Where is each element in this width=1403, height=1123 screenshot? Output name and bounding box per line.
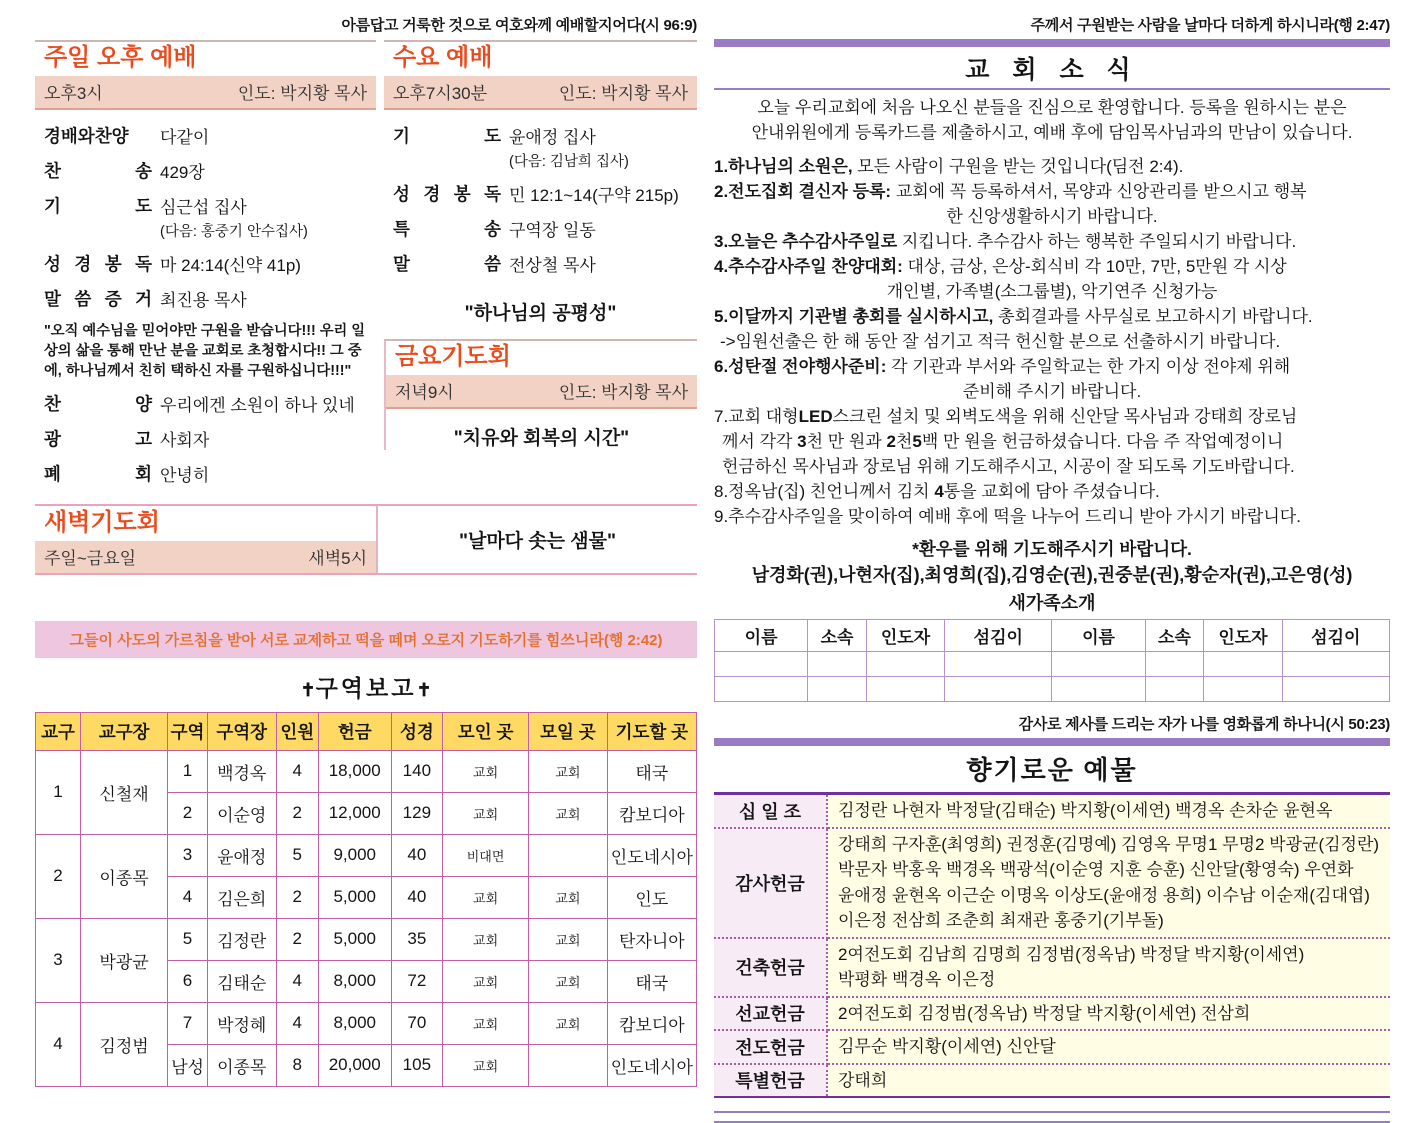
friday-prayer-title: 금요기도회 — [395, 342, 511, 370]
district-report-cell: 인도 — [607, 876, 696, 918]
service-order-value-main: 마 24:14(신약 41p) — [160, 255, 301, 275]
district-report-cell: 인도네시아 — [607, 834, 696, 876]
district-number-cell: 1 — [36, 750, 81, 834]
new-family-cell — [808, 652, 867, 677]
district-report-cell: 캄보디아 — [607, 792, 696, 834]
district-leader-cell: 신철재 — [80, 750, 167, 834]
friday-prayer-section — [384, 339, 697, 450]
sermon-invitation-quote: "오직 예수님을 믿어야만 구원을 받습니다!!! 우리 일상의 삶을 통해 만난 분을 교회로 초청합시다!! 그 중에, 하나님께서 친히 택하신 자를 구원하십니다!!!" — [44, 322, 366, 379]
service-order-value-sub: (다음: 김남희 집사) — [509, 153, 629, 170]
district-leader-cell: 김정범 — [80, 1002, 167, 1086]
offering-names-line: 강태희 구자훈(최영희) 권정훈(김명예) 김영옥 무명1 무명2 박광균(김정란) — [838, 834, 1380, 854]
news-line-segment: 7.교회 대형 — [714, 407, 799, 426]
district-report-cell: 40 — [391, 834, 443, 876]
friday-prayer-leader: 인도: 박지황 목사 — [558, 382, 688, 402]
offering-names-line: 이은정 전삼희 조춘희 최재관 홍중기(기부돌) — [838, 911, 1164, 930]
district-report-cell: 교회 — [529, 1002, 608, 1044]
news-line-segment: 총회결과를 사무실로 보고하시기 바랍니다. — [993, 307, 1313, 326]
news-line — [714, 429, 1390, 454]
service-order-row — [44, 391, 376, 416]
district-report-cell: 캄보디아 — [607, 1002, 696, 1044]
news-line-segment: 9.추수감사주일을 맞이하여 예배 후에 떡을 나누어 드리니 받아 가시기 바랍니다. — [714, 507, 1301, 526]
news-line — [714, 504, 1390, 529]
new-family-row — [715, 677, 1390, 702]
wednesday-service-time-row — [384, 76, 697, 110]
wednesday-sermon-message: "하나님의 공평성" — [464, 302, 617, 324]
service-order-value-main: 안녕히 — [160, 465, 210, 485]
district-report-cell: 남성 — [168, 1044, 208, 1086]
new-family-cell — [866, 677, 944, 702]
service-order-row — [393, 251, 697, 276]
sunday-service-time-row — [35, 76, 376, 110]
new-family-header-cell: 이름 — [715, 620, 808, 652]
district-report-cell: 김정란 — [207, 918, 276, 960]
service-order-value-main: 윤애정 집사 — [509, 127, 596, 147]
district-report-cell: 교회 — [529, 918, 608, 960]
service-order-value — [501, 251, 596, 276]
scripture-banner: 그들이 사도의 가르침을 받아 서로 교제하고 떡을 떼며 오로지 기도하기를 힘쓰니라(행 2:42) — [35, 621, 697, 658]
offering-names-cell — [827, 1064, 1390, 1098]
scripture-verse-top-right: 주께서 구원받는 사람을 날마다 더하게 하시니라(행 2:47) — [1030, 17, 1390, 34]
district-report-header-cell: 인원 — [276, 712, 318, 750]
new-family-header-cell: 인도자 — [1204, 620, 1282, 652]
district-leader-cell: 이종목 — [80, 834, 167, 918]
scripture-verse-offerings: 감사로 제사를 드리는 자가 나를 영화롭게 하나니(시 50:23) — [1018, 716, 1390, 733]
friday-prayer-message: "치유와 회복의 시간" — [453, 427, 630, 449]
new-family-cell — [715, 677, 808, 702]
service-order-row — [44, 461, 376, 486]
offering-row — [714, 997, 1390, 1031]
prayer-request-names: 남경화(권),나현자(집),최영희(집),김영순(권),권중분(권),황순자(권),고은영(성) — [751, 565, 1353, 585]
district-report-cell: 탄자니아 — [607, 918, 696, 960]
district-report-cell: 70 — [391, 1002, 443, 1044]
offering-row — [714, 1030, 1390, 1064]
footer-double-rule — [714, 1111, 1390, 1123]
district-report-cell: 이종목 — [207, 1044, 276, 1086]
dawn-prayer-section — [35, 504, 697, 575]
district-report-header-cell: 교구 — [36, 712, 81, 750]
district-report-cell: 비대면 — [443, 834, 529, 876]
offering-names-line: 박문자 박홍욱 백경옥 백광석(이순영 지훈 승훈) 신안달(황영숙) 우연화 — [838, 860, 1354, 879]
dawn-prayer-time: 새벽5시 — [308, 548, 367, 568]
district-report-cell: 김태순 — [207, 960, 276, 1002]
news-line-segment: 대상, 금상, 은상-회식비 각 10만, 7만, 5만원 각 시상 — [902, 257, 1287, 276]
district-report-cell: 9,000 — [318, 834, 391, 876]
district-number-cell: 3 — [36, 918, 81, 1002]
midweek-services-column — [384, 40, 697, 460]
district-report-cell: 2 — [276, 792, 318, 834]
news-line-segment: 2 — [886, 432, 896, 451]
news-line-segment: 한 신앙생활하시기 바랍니다. — [946, 207, 1158, 226]
service-order-value-main: 우리에겐 소원이 하나 있네 — [160, 395, 355, 415]
offering-names-cell — [827, 1030, 1390, 1064]
district-report-header-row — [36, 712, 697, 750]
dawn-prayer-left — [35, 506, 376, 573]
news-line-segment: 4 — [934, 482, 944, 501]
district-report-header-cell: 헌금 — [318, 712, 391, 750]
prayer-request-heading: *환우를 위해 기도해주시기 바랍니다. — [912, 539, 1192, 559]
district-report-cell: 129 — [391, 792, 443, 834]
service-order-row — [44, 251, 376, 276]
news-line — [714, 304, 1390, 329]
new-family-cell — [1145, 652, 1204, 677]
district-report-cell: 이순영 — [207, 792, 276, 834]
service-order-row — [44, 193, 376, 241]
wednesday-service-title: 수요 예배 — [384, 40, 697, 76]
service-order-label: 기 도 — [44, 195, 152, 216]
news-line-segment: 준비해 주시기 바랍니다. — [962, 382, 1142, 401]
news-line — [714, 354, 1390, 379]
church-news-intro — [714, 95, 1390, 145]
news-line — [714, 154, 1390, 179]
offering-names-line: 박평화 백경옥 이은정 — [838, 970, 996, 989]
offering-row — [714, 1064, 1390, 1098]
district-report-cell: 20,000 — [318, 1044, 391, 1086]
district-report-cell: 5 — [276, 834, 318, 876]
wednesday-service-time: 오후7시30분 — [393, 83, 488, 103]
district-report-cell: 2 — [168, 792, 208, 834]
offering-row — [714, 828, 1390, 938]
district-report-cell — [529, 1044, 608, 1086]
district-report-cell — [529, 834, 608, 876]
service-order-value-main: 사회자 — [160, 430, 210, 450]
district-report-cell: 5,000 — [318, 876, 391, 918]
left-page — [35, 14, 697, 1087]
dawn-prayer-time-row — [35, 541, 376, 573]
service-order-label: 찬 송 — [44, 160, 152, 181]
district-leader-cell: 박광균 — [80, 918, 167, 1002]
news-line-segment: 3.오늘은 추수감사주일로 — [714, 232, 898, 251]
news-line-segment: 스크린 설치 및 외벽도색을 위해 신안달 목사님과 강태희 장로님 — [832, 407, 1298, 426]
district-report-cell: 교회 — [443, 792, 529, 834]
offering-names-line: 2여전도회 김남희 김명희 김정범(정옥남) 박정달 박지황(이세연) — [838, 944, 1305, 964]
service-order-value-main: 429장 — [160, 162, 205, 182]
news-line — [714, 329, 1390, 354]
service-order-value-main: 구역장 일동 — [509, 220, 596, 240]
right-page — [714, 14, 1390, 1123]
district-report-cell: 8 — [276, 1044, 318, 1086]
district-report-cell: 4 — [276, 750, 318, 792]
news-line — [714, 229, 1390, 254]
news-line — [714, 254, 1390, 279]
offering-type-label: 십 일 조 — [714, 794, 827, 828]
news-line-segment: 백 만 원을 헌금하셨습니다. 다음 주 작업예정이니 — [921, 432, 1284, 451]
wednesday-service-leader: 인도: 박지황 목사 — [558, 83, 688, 103]
district-report-cell: 태국 — [607, 960, 696, 1002]
news-line-segment: 모든 사람이 구원을 받는 것입니다(딤전 2:4). — [852, 157, 1184, 176]
new-family-header-cell: 섬김이 — [1282, 620, 1389, 652]
news-line-segment: 6.성탄절 전야행사준비: — [714, 357, 887, 376]
district-report-row — [36, 918, 697, 960]
district-report-cell: 4 — [168, 876, 208, 918]
new-family-cell — [1052, 652, 1145, 677]
district-report-cell: 72 — [391, 960, 443, 1002]
news-line — [714, 179, 1390, 204]
new-family-cell — [866, 652, 944, 677]
service-order-label: 경배와찬양 — [44, 125, 129, 146]
news-intro-line: 안내위원에게 등록카드를 제출하시고, 예배 후에 담임목사님과의 만남이 있습니다. — [751, 123, 1353, 142]
service-order-value — [152, 426, 209, 451]
offering-type-label: 감사헌금 — [714, 828, 827, 938]
offering-type-label: 건축헌금 — [714, 938, 827, 997]
offering-type-label: 전도헌금 — [714, 1030, 827, 1064]
district-report-title — [35, 670, 697, 703]
district-report-header-cell: 구역장 — [207, 712, 276, 750]
new-family-header-cell: 소속 — [808, 620, 867, 652]
district-report-row — [36, 834, 697, 876]
offering-row — [714, 938, 1390, 997]
prayer-request-block — [714, 536, 1390, 587]
news-line-segment: ->임원선출은 한 해 동안 잘 섬기고 적극 헌신할 분으로 선출하시기 바랍니다. — [720, 332, 1281, 351]
district-report-cell: 6 — [168, 960, 208, 1002]
district-report-header-cell: 성경 — [391, 712, 443, 750]
service-order-label: 폐 회 — [44, 463, 152, 484]
wednesday-service-order-list — [384, 110, 697, 276]
news-line-segment: 께서 각각 — [722, 432, 798, 451]
news-line — [714, 379, 1390, 404]
offering-type-label: 선교헌금 — [714, 997, 827, 1031]
district-report-cell: 교회 — [529, 960, 608, 1002]
service-order-value-main: 전상철 목사 — [509, 255, 596, 275]
service-order-label: 광 고 — [44, 428, 152, 449]
district-report-header-cell: 모인 곳 — [443, 712, 529, 750]
service-order-label: 성 경 봉 독 — [393, 183, 501, 204]
new-family-header-cell: 소속 — [1145, 620, 1204, 652]
district-report-cell: 105 — [391, 1044, 443, 1086]
district-report-cell: 박정혜 — [207, 1002, 276, 1044]
district-report-row — [36, 750, 697, 792]
district-report-cell: 4 — [276, 1002, 318, 1044]
news-line-segment: LED — [798, 407, 833, 426]
new-family-header-cell: 섬김이 — [945, 620, 1052, 652]
news-line-segment: 각 기관과 부서와 주일학교는 한 가지 이상 전야제 위해 — [886, 357, 1291, 376]
sunday-service-title: 주일 오후 예배 — [35, 40, 376, 76]
district-report-cell: 12,000 — [318, 792, 391, 834]
service-order-row — [393, 181, 697, 206]
new-family-header-cell: 인도자 — [866, 620, 944, 652]
news-line — [714, 404, 1390, 429]
new-family-header-row — [715, 620, 1390, 652]
news-line-segment: 8.정옥남(집) 친언니께서 김치 — [714, 482, 935, 501]
district-report-cell: 교회 — [529, 792, 608, 834]
service-order-value-main: 민 12:1~14(구약 215p) — [509, 185, 679, 205]
service-order-value — [152, 193, 308, 241]
offering-names-cell — [827, 997, 1390, 1031]
new-family-cell — [945, 652, 1052, 677]
dawn-prayer-days: 주일~금요일 — [44, 548, 137, 568]
news-line-segment: 헌금하신 목사님과 장로님 위해 기도해주시고, 시공이 잘 되도록 기도바랍니다. — [722, 457, 1295, 476]
purple-divider-bar — [714, 738, 1390, 746]
district-report-cell: 윤애정 — [207, 834, 276, 876]
district-report-cell: 2 — [276, 876, 318, 918]
service-order-value — [501, 181, 679, 206]
district-report-cell: 교회 — [443, 1044, 529, 1086]
sunday-service-time: 오후3시 — [44, 83, 103, 103]
news-line-segment: 지킵니다. 추수감사 하는 행복한 주일되시기 바랍니다. — [897, 232, 1297, 251]
offering-names-cell — [827, 828, 1390, 938]
service-order-label: 찬 양 — [44, 393, 152, 414]
offering-names-cell — [827, 938, 1390, 997]
district-report-cell: 5,000 — [318, 918, 391, 960]
district-report-cell: 교회 — [443, 750, 529, 792]
district-report-cell: 8,000 — [318, 960, 391, 1002]
new-family-cell — [1282, 677, 1389, 702]
service-order-value-sub: (다음: 홍중기 안수집사) — [160, 223, 308, 240]
cross-icon: ✝ — [416, 679, 432, 700]
offerings-title: 향기로운 예물 — [966, 756, 1138, 785]
service-order-row — [44, 123, 376, 148]
sunday-service-leader: 인도: 박지황 목사 — [237, 83, 367, 103]
church-news-list — [714, 154, 1390, 529]
news-line-segment: 1.하나님의 소원은, — [714, 157, 853, 176]
cross-icon: ✝ — [300, 679, 316, 700]
district-report-row — [36, 1002, 697, 1044]
service-order-label: 말 씀 — [393, 253, 501, 274]
district-report-title-text: 구역보고 — [315, 674, 417, 701]
district-report-cell: 1 — [168, 750, 208, 792]
district-report-cell: 백경옥 — [207, 750, 276, 792]
sunday-afternoon-service-section — [35, 40, 376, 496]
new-family-row — [715, 652, 1390, 677]
new-family-cell — [1145, 677, 1204, 702]
district-report-header-cell: 교구장 — [80, 712, 167, 750]
service-order-row — [393, 123, 697, 171]
service-order-value — [152, 123, 209, 148]
friday-prayer-time: 저녁9시 — [395, 382, 454, 402]
district-report-header-cell: 모일 곳 — [529, 712, 608, 750]
news-line — [714, 204, 1390, 229]
service-order-value — [152, 251, 301, 276]
news-line-segment: 2.전도집회 결신자 등록: — [714, 182, 892, 201]
new-family-title: 새가족소개 — [1008, 593, 1096, 613]
news-line-segment: 개인별, 가족별(소그룹별), 악기연주 신청가능 — [886, 282, 1218, 301]
service-order-value-main: 최진용 목사 — [160, 290, 247, 310]
service-order-label: 기 도 — [393, 125, 501, 146]
service-order-row — [44, 158, 376, 183]
service-order-value — [152, 391, 355, 416]
service-order-value — [501, 123, 629, 171]
news-line-segment: 통을 교회에 담아 주셨습니다. — [943, 482, 1160, 501]
news-line — [714, 279, 1390, 304]
wednesday-service-section — [384, 40, 697, 325]
purple-divider-bar — [714, 39, 1390, 47]
service-order-value — [152, 158, 205, 183]
news-line-segment: 교회에 꼭 등록하셔서, 목양과 신앙관리를 받으시고 행복 — [891, 182, 1307, 201]
dawn-prayer-title: 새벽기도회 — [44, 508, 160, 536]
service-order-value — [152, 461, 209, 486]
new-family-cell — [1204, 677, 1282, 702]
district-report-cell: 김은희 — [207, 876, 276, 918]
offering-names-line: 김정란 나현자 박정달(김태순) 박지황(이세연) 백경옥 손차순 윤현옥 — [838, 801, 1333, 820]
new-family-cell — [808, 677, 867, 702]
service-order-label: 성 경 봉 독 — [44, 253, 152, 274]
service-order-row — [44, 286, 376, 311]
district-report-cell: 35 — [391, 918, 443, 960]
new-family-cell — [1282, 652, 1389, 677]
service-order-value-main: 심근섭 집사 — [160, 197, 247, 217]
service-order-row — [44, 426, 376, 451]
service-order-label: 말 씀 증 거 — [44, 288, 152, 309]
district-report-header-cell: 구역 — [168, 712, 208, 750]
district-report-cell: 교회 — [443, 960, 529, 1002]
district-report-cell: 3 — [168, 834, 208, 876]
offering-row — [714, 794, 1390, 828]
news-line-segment: 천 — [895, 432, 913, 451]
new-family-cell — [945, 677, 1052, 702]
offering-names-line: 2여전도회 김정범(정옥남) 박정달 박지황(이세연) 전삼희 — [838, 1003, 1251, 1023]
news-line — [714, 479, 1390, 504]
news-line-segment: 천 만 원과 — [806, 432, 887, 451]
news-line-segment: 5 — [912, 432, 922, 451]
dawn-prayer-message: "날마다 솟는 샘물" — [376, 506, 697, 573]
friday-prayer-time-row — [386, 375, 697, 409]
district-report-cell: 40 — [391, 876, 443, 918]
new-family-cell — [1204, 652, 1282, 677]
offering-names-line: 강태희 — [838, 1070, 888, 1090]
service-order-value — [152, 286, 247, 311]
scripture-verse-top-left: 아름답고 거룩한 것으로 여호와께 예배할지어다(시 96:9) — [341, 17, 697, 34]
district-report-cell: 교회 — [443, 1002, 529, 1044]
new-family-cell — [715, 652, 808, 677]
news-line-segment: 4.추수감사주일 찬양대회: — [714, 257, 903, 276]
district-report-cell: 교회 — [529, 876, 608, 918]
offering-names-line: 김무순 박지황(이세연) 신안달 — [838, 1037, 1056, 1056]
news-line — [714, 454, 1390, 479]
new-family-table — [714, 619, 1390, 702]
district-report-cell: 18,000 — [318, 750, 391, 792]
news-line-segment: 5.이달까지 기관별 총회를 실시하시고, — [714, 307, 994, 326]
church-news-title: 교 회 소 식 — [714, 47, 1390, 90]
new-family-header-cell: 이름 — [1052, 620, 1145, 652]
new-family-cell — [1052, 677, 1145, 702]
offerings-table — [714, 792, 1390, 1098]
news-intro-line: 오늘 우리교회에 처음 나오신 분들을 진심으로 환영합니다. 등록을 원하시는 분은 — [757, 98, 1347, 117]
district-report-cell: 5 — [168, 918, 208, 960]
offering-names-line: 윤애정 윤현옥 이근순 이명옥 이상도(윤애정 용희) 이수남 이순재(김대엽) — [838, 885, 1370, 905]
offering-names-cell — [827, 794, 1390, 828]
sunday-service-order-list — [35, 110, 376, 486]
district-report-cell: 140 — [391, 750, 443, 792]
service-grid — [35, 40, 697, 496]
district-report-cell: 8,000 — [318, 1002, 391, 1044]
district-report-table — [35, 712, 697, 1087]
news-line-segment: 3 — [797, 432, 807, 451]
district-report-cell: 2 — [276, 918, 318, 960]
district-report-cell: 인도네시아 — [607, 1044, 696, 1086]
district-report-cell: 태국 — [607, 750, 696, 792]
district-report-cell: 4 — [276, 960, 318, 1002]
service-order-row — [393, 216, 697, 241]
service-order-value-main: 다같이 — [160, 127, 210, 147]
district-number-cell: 2 — [36, 834, 81, 918]
offering-type-label: 특별헌금 — [714, 1064, 827, 1098]
district-report-cell: 교회 — [443, 918, 529, 960]
district-report-cell: 교회 — [529, 750, 608, 792]
district-report-cell: 교회 — [443, 876, 529, 918]
district-number-cell: 4 — [36, 1002, 81, 1086]
district-report-cell: 7 — [168, 1002, 208, 1044]
district-report-header-cell: 기도할 곳 — [607, 712, 696, 750]
service-order-label: 특 송 — [393, 218, 501, 239]
service-order-value — [501, 216, 596, 241]
